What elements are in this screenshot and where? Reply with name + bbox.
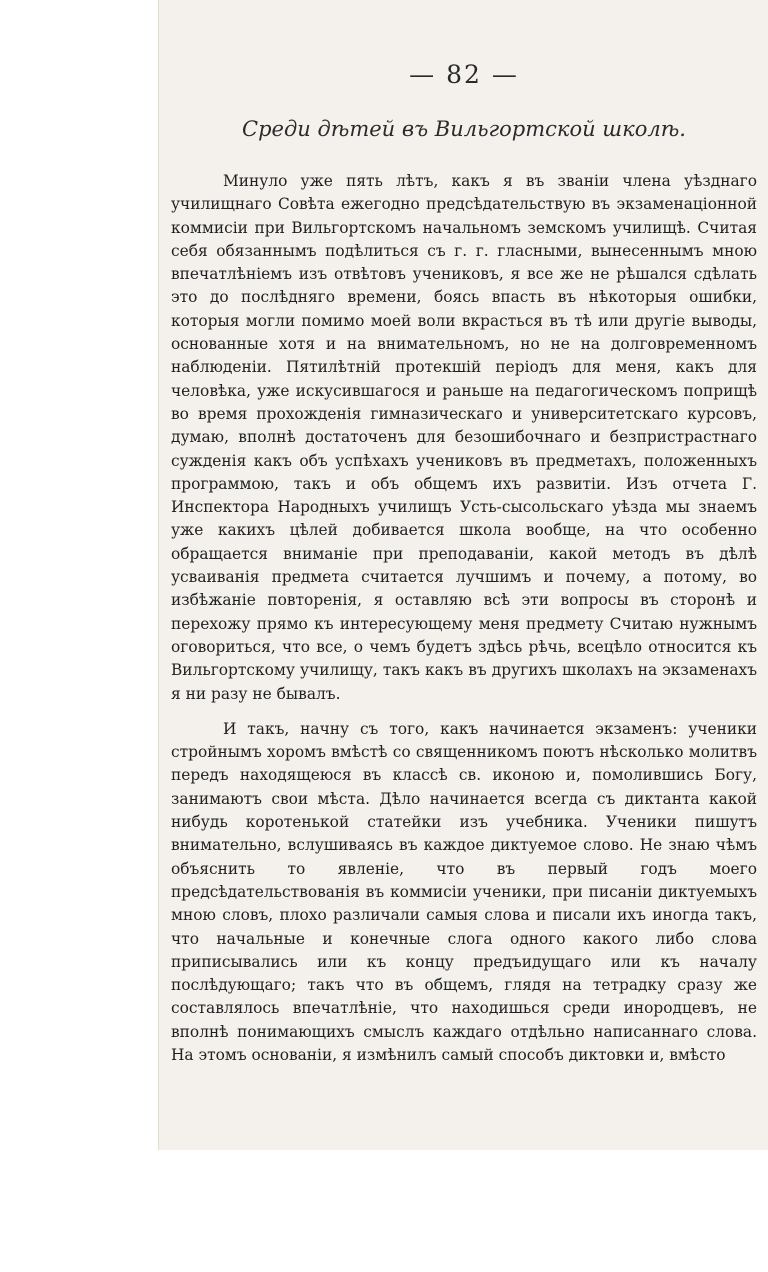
body-text <box>171 170 757 1079</box>
document-page <box>158 0 768 1150</box>
paragraph: Минуло уже пять лѣтъ, какъ я въ званіи члена уѣзднаго училищнаго Совѣта ежегодно предсѣдательствую въ экзаменаціонной коммисіи при Вильгортскомъ начальномъ земскомъ училищѣ. Считая себя обязаннымъ подѣлиться съ г. г. гласными, вынесеннымъ мною впечатлѣніемъ изъ отвѣтовъ учениковъ, я все же не рѣшался сдѣлать это до послѣдняго времени, боясь впасть въ нѣкоторыя ошибки, которыя могли помимо моей воли вкрасться въ тѣ или другіе выводы, основанные хотя и на внимательномъ, но не на долговременномъ наблюденіи. Пятилѣтній протекшій періодъ для меня, какъ для человѣка, уже искусившагося и раньше на педагогическомъ поприщѣ во время прохожденія гимназическаго и университетскаго курсовъ, думаю, вполнѣ достаточенъ для безошибочнаго и безпристрастнаго сужденія какъ объ успѣхахъ учениковъ въ предметахъ, положенныхъ программою, такъ и объ общемъ ихъ развитіи. Изъ отчета Г. Инспектора Народныхъ училищъ Усть-сысольскаго уѣзда мы знаемъ уже какихъ цѣлей добивается школа вообще, на что особенно обращается вниманіе при преподаваніи, какой методъ въ дѣлѣ усваиванія предмета считается лучшимъ и почему, а потому, во избѣжаніе повторенія, я оставляю всѣ эти вопросы въ сторонѣ и перехожу прямо къ интересующему меня предмету Считаю нужнымъ оговориться, что все, о чемъ будетъ здѣсь рѣчь, всецѣло относится къ Вильгортскому училищу, такъ какъ въ другихъ школахъ на экзаменахъ я ни разу не бывалъ. <box>171 172 757 703</box>
paragraph: И такъ, начну съ того, какъ начинается экзаменъ: ученики стройнымъ хоромъ вмѣстѣ со священникомъ поютъ нѣсколько молитвъ передъ находящеюся въ классѣ св. иконою и, помолившись Богу, занимаютъ свои мѣста. Дѣло начинается всегда съ диктанта какой нибудь коротенькой статейки изъ учебника. Ученики пишутъ внимательно, вслушиваясь въ каждое диктуемое слово. Не знаю чѣмъ объяснить то явленіе, что въ первый годъ моего предсѣдательствованія въ коммисіи ученики, при писаніи диктуемыхъ мною словъ, плохо различали самыя слова и писали ихъ иногда такъ, что начальные и конечные слога одного какого либо слова приписывались или къ концу предъидущаго или къ началу послѣдующаго; такъ что въ общемъ, глядя на тетрадку сразу же составлялось впечатлѣніе, что находишься среди инородцевъ, не вполнѣ понимающихъ смыслъ каждаго отдѣльно написаннаго слова. На этомъ основаніи, я измѣнилъ самый способъ диктовки и, вмѣсто <box>171 719 757 1064</box>
page-title: Среди дѣтей въ Вильгортской школѣ. <box>242 117 686 141</box>
page-number: — 82 — <box>409 60 519 89</box>
